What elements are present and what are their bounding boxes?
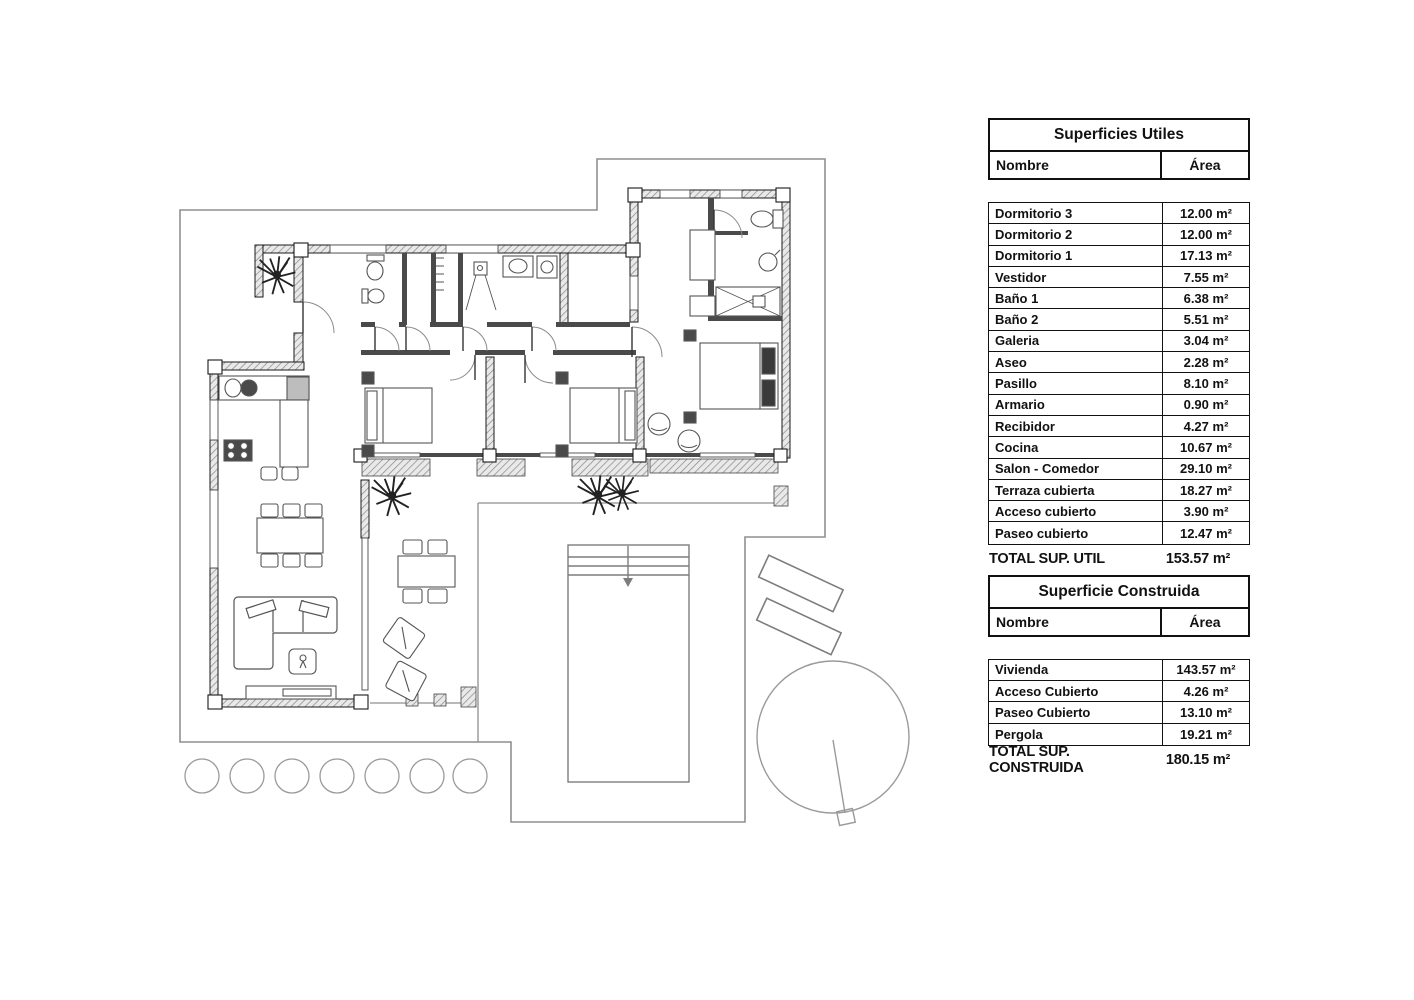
table-row: Dormitorio 2 12.00 m² (989, 224, 1249, 245)
table-row: Armario 0.90 m² (989, 395, 1249, 416)
dining-set (257, 504, 323, 567)
bush-row (185, 759, 487, 793)
table-row: Pergola 19.21 m² (989, 724, 1249, 745)
terrace-furniture (382, 540, 455, 702)
table-row: Baño 2 5.51 m² (989, 309, 1249, 330)
total-sup-construida: TOTAL SUP. CONSTRUIDA 180.15 m² (989, 743, 1231, 776)
sofa (234, 597, 337, 669)
parasol-tree (757, 661, 909, 826)
table-row: Terraza cubierta 18.27 m² (989, 480, 1249, 501)
col-header-area: Área (1160, 152, 1248, 178)
table-row: Acceso Cubierto 4.26 m² (989, 681, 1249, 702)
kitchen (219, 376, 309, 480)
table-row: Baño 1 6.38 m² (989, 288, 1249, 309)
paving-lines (370, 503, 774, 742)
table-row: Vestidor 7.55 m² (989, 267, 1249, 288)
table-row: Cocina 10.67 m² (989, 437, 1249, 458)
table-row: Paseo Cubierto 13.10 m² (989, 702, 1249, 723)
table-row: Pasillo 8.10 m² (989, 373, 1249, 394)
table-title: Superficie Construida (990, 577, 1248, 609)
sun-loungers (757, 555, 843, 654)
col-header-nombre: Nombre (996, 157, 1049, 173)
total-sup-util: TOTAL SUP. UTIL 153.57 m² (989, 550, 1231, 567)
superficie-construida-header (988, 575, 1250, 637)
table-row: Dormitorio 3 12.00 m² (989, 203, 1249, 224)
bed-dorm2 (556, 372, 637, 457)
table-row: Salon - Comedor 29.10 m² (989, 459, 1249, 480)
bed-dorm3 (362, 372, 432, 457)
plants (257, 256, 638, 516)
table-row: Vivienda 143.57 m² (989, 660, 1249, 681)
superficies-utiles-header (988, 118, 1250, 180)
superficies-utiles-rows (988, 202, 1250, 545)
col-header-area: Área (1160, 609, 1248, 635)
table-row: Recibidor 4.27 m² (989, 416, 1249, 437)
table-row: Acceso cubierto 3.90 m² (989, 501, 1249, 522)
table-title: Superficies Utiles (990, 120, 1248, 152)
bathroom-fixtures (362, 210, 783, 316)
table-row: Dormitorio 1 17.13 m² (989, 246, 1249, 267)
col-header-nombre: Nombre (996, 613, 1049, 630)
table-row: Galeria 3.04 m² (989, 331, 1249, 352)
superficie-construida-rows (988, 659, 1250, 746)
bed-master (648, 330, 778, 452)
table-row: Paseo cubierto 12.47 m² (989, 522, 1249, 543)
pool (568, 545, 689, 782)
table-row: Aseo 2.28 m² (989, 352, 1249, 373)
area-tables-panel (988, 118, 1250, 776)
